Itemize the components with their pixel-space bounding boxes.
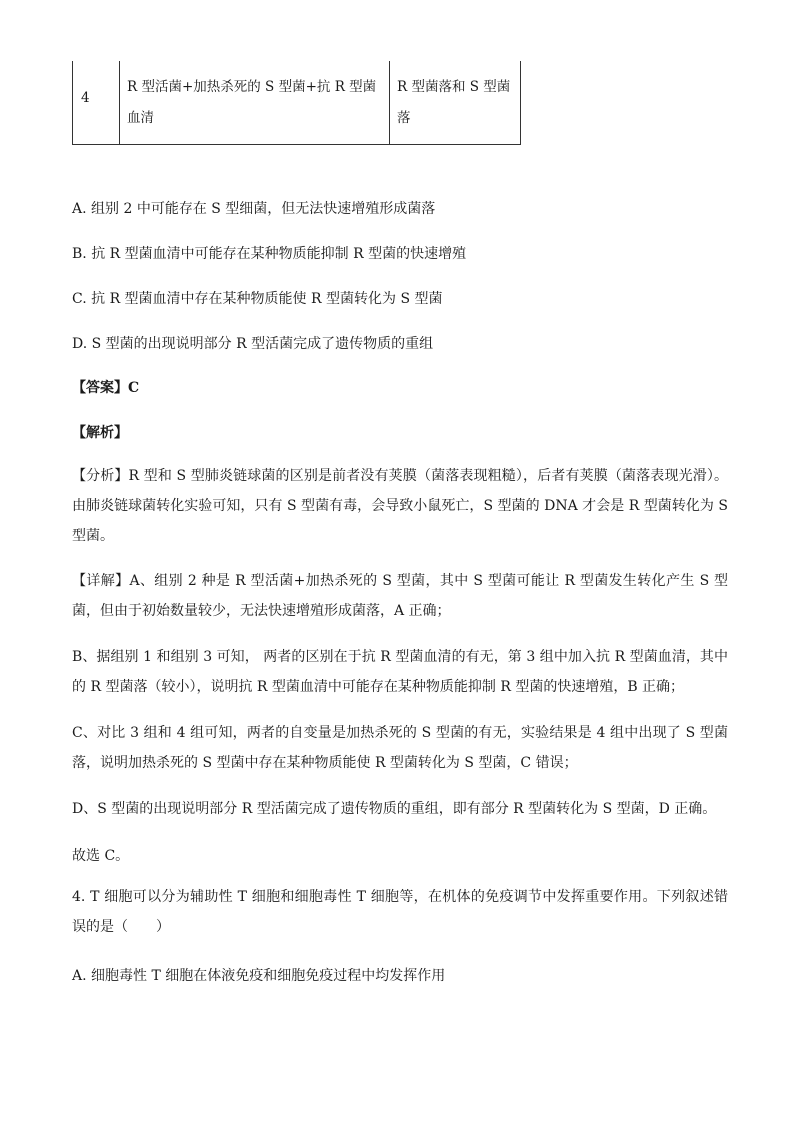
detail-paragraph-a: 【详解】A、组别 2 种是 R 型活菌+加热杀死的 S 型菌，其中 S 型菌可能让 R 型菌发生转化产生 S 型菌，但由于初始数量较少，无法快速增殖形成菌落，A 正确；: [72, 573, 728, 619]
table-cell-result: R 型菌落和 S 型菌落: [397, 79, 511, 126]
detail-paragraph-d: D、S 型菌的出现说明部分 R 型活菌完成了遗传物质的重组，即有部分 R 型菌转化为 S 型菌，D 正确。: [72, 801, 717, 817]
option-d: D. S 型菌的出现说明部分 R 型活菌完成了遗传物质的重组: [72, 336, 434, 352]
detail-paragraph-c: C、对比 3 组和 4 组可知，两者的自变量是加热杀死的 S 型菌的有无，实验结果是 4 组中出现了 S 型菌落，说明加热杀死的 S 型菌中存在某种物质能使 R 型菌转化为 S 型菌，C 错误；: [72, 725, 728, 771]
answer-label: 【答案】C: [72, 380, 140, 396]
table-cell-group-number: 4: [81, 90, 90, 106]
table-cell-treatment: R 型活菌+加热杀死的 S 型菌+抗 R 型菌血清: [127, 79, 377, 126]
conclusion-line: 故选 C。: [72, 848, 130, 864]
table-column-divider: [119, 61, 120, 144]
option-b: B. 抗 R 型菌血清中可能存在某种物质能抑制 R 型菌的快速增殖: [72, 246, 467, 262]
question-4-stem: 4. T 细胞可以分为辅助性 T 细胞和细胞毒性 T 细胞等，在机体的免疫调节中发挥重要作用。下列叙述错误的是（ ）: [72, 889, 728, 935]
detail-paragraph-b: B、据组别 1 和组别 3 可知， 两者的区别在于抗 R 型菌血清的有无，第 3 组中加入抗 R 型菌血清，其中的 R 型菌落（较小），说明抗 R 型菌血清中可能存在某种物质能抑制 R 型菌的快速增殖，B 正确；: [72, 649, 728, 695]
option-a: A. 组别 2 中可能存在 S 型细菌，但无法快速增殖形成菌落: [72, 201, 436, 217]
experiment-table-fragment: [72, 61, 521, 145]
analysis-label: 【解析】: [72, 425, 128, 441]
option-c: C. 抗 R 型菌血清中存在某种物质能使 R 型菌转化为 S 型菌: [72, 291, 443, 307]
question-4-option-a: A. 细胞毒性 T 细胞在体液免疫和细胞免疫过程中均发挥作用: [72, 968, 446, 984]
table-column-divider: [389, 61, 390, 144]
analysis-paragraph: 【分析】R 型和 S 型肺炎链球菌的区别是前者没有荚膜（菌落表现粗糙），后者有荚膜（菌落表现光滑）。由肺炎链球菌转化实验可知，只有 S 型菌有毒，会导致小鼠死亡，S 型菌的 DNA 才会是 R 型菌转化为 S 型菌。: [72, 468, 728, 544]
